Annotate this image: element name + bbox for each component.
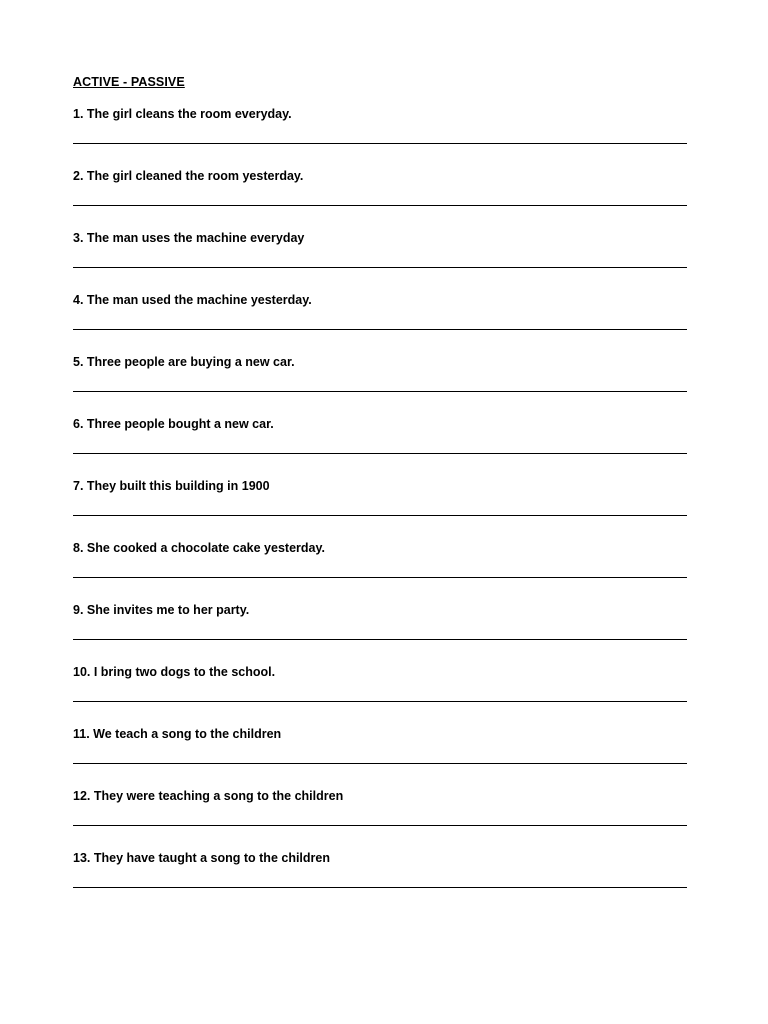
answer-line[interactable] (73, 887, 687, 888)
answer-line[interactable] (73, 391, 687, 392)
question-item (73, 230, 687, 292)
answer-line[interactable] (73, 267, 687, 268)
question-prompt: 7. They built this building in 1900 (73, 479, 270, 493)
question-item (73, 106, 687, 168)
worksheet-title: ACTIVE - PASSIVE (73, 75, 185, 89)
question-prompt: 2. The girl cleaned the room yesterday. (73, 169, 304, 183)
answer-line[interactable] (73, 639, 687, 640)
question-prompt: 12. They were teaching a song to the children (73, 789, 344, 803)
question-item (73, 788, 687, 850)
answer-line[interactable] (73, 515, 687, 516)
answer-line[interactable] (73, 329, 687, 330)
question-prompt: 8. She cooked a chocolate cake yesterday. (73, 541, 325, 555)
question-prompt: 11. We teach a song to the children (73, 727, 282, 741)
answer-line[interactable] (73, 205, 687, 206)
question-item (73, 354, 687, 416)
question-item (73, 664, 687, 726)
question-prompt: 1. The girl cleans the room everyday. (73, 107, 292, 121)
answer-line[interactable] (73, 143, 687, 144)
question-item (73, 416, 687, 478)
question-item (73, 726, 687, 788)
question-prompt: 10. I bring two dogs to the school. (73, 665, 276, 679)
question-prompt: 3. The man uses the machine everyday (73, 231, 305, 245)
question-item (73, 292, 687, 354)
answer-line[interactable] (73, 453, 687, 454)
question-item (73, 478, 687, 540)
question-prompt: 13. They have taught a song to the children (73, 851, 330, 865)
question-item (73, 602, 687, 664)
question-prompt: 5. Three people are buying a new car. (73, 355, 295, 369)
question-item (73, 850, 687, 912)
answer-line[interactable] (73, 763, 687, 764)
question-prompt: 4. The man used the machine yesterday. (73, 293, 312, 307)
question-prompt: 6. Three people bought a new car. (73, 417, 274, 431)
answer-line[interactable] (73, 825, 687, 826)
answer-line[interactable] (73, 577, 687, 578)
question-item (73, 540, 687, 602)
question-item (73, 168, 687, 230)
answer-line[interactable] (73, 701, 687, 702)
question-prompt: 9. She invites me to her party. (73, 603, 250, 617)
